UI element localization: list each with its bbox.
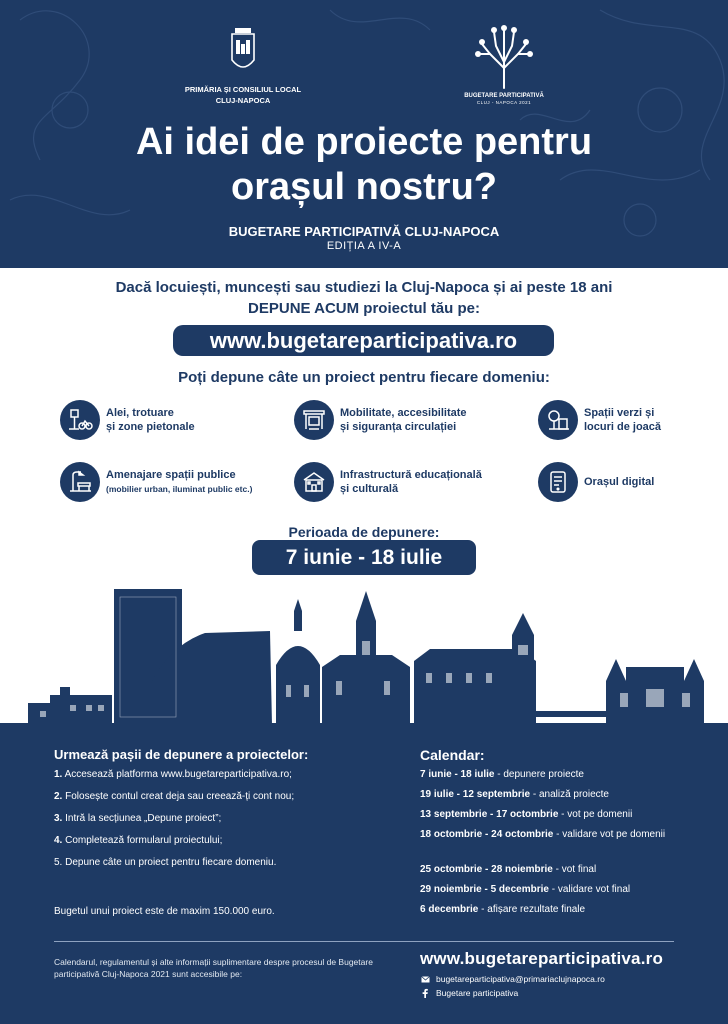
- calendar-item: 25 octombrie - 28 noiembrie - vot final: [420, 864, 597, 875]
- footer-divider: [54, 941, 674, 942]
- city-skyline-illustration: [0, 585, 728, 725]
- submission-period-label: Perioada de depunere:: [288, 524, 440, 540]
- bench-bike-icon: [60, 400, 100, 440]
- main-title: Ai idei de proiecte pentru orașul nostru?: [135, 121, 593, 208]
- domain-item-pathways: [60, 400, 195, 440]
- email-contact[interactable]: [420, 974, 605, 984]
- eligibility-text: Dacă locuiești, muncești sau studiezi la Cluj-Napoca și ai peste 18 ani: [115, 279, 613, 296]
- campaign-subtitle: BUGETARE PARTICIPATIVĂ CLUJ-NAPOCA: [228, 224, 500, 239]
- domains-title: Poți depune câte un proiect pentru fiecare domeniu:: [178, 369, 550, 386]
- step-item: 3. Intră la secțiunea „Depune proiect”;: [54, 813, 222, 824]
- domain-item-green-spaces: [538, 400, 661, 440]
- domain-label: Amenajare spații publice (mobilier urban, iluminat public etc.): [106, 469, 253, 494]
- call-to-action: [0, 300, 728, 317]
- cta-rest: proiectul tău pe:: [359, 300, 480, 317]
- website-link[interactable]: www.bugetareparticipativa.ro: [173, 325, 554, 356]
- steps-title: Urmează pașii de depunere a proiectelor:: [54, 747, 309, 762]
- tablet-icon: [538, 462, 578, 502]
- city-crest-icon: [226, 26, 260, 80]
- info-note: Calendarul, regulamentul și alte informații suplimentare despre procesul de Bugetare participativă Cluj-Napoca 2021 sunt accesibile pe:: [54, 957, 373, 979]
- tree-icon: [538, 400, 578, 440]
- email-address: bugetareparticipativa@primariaclujnapoca.ro: [436, 974, 605, 984]
- cta-strong: DEPUNE ACUM: [248, 300, 360, 317]
- calendar-item: 18 octombrie - 24 octombrie - validare vot pe domenii: [420, 829, 666, 840]
- school-icon: [294, 462, 334, 502]
- domain-label: Orașul digital: [584, 476, 655, 488]
- footer-panel: [0, 723, 728, 1024]
- step-item: 4. Completează formularul proiectului;: [54, 835, 223, 846]
- facebook-page-name: Bugetare participativa: [436, 988, 519, 998]
- footer-website-link[interactable]: www.bugetareparticipativa.ro: [420, 949, 664, 968]
- facebook-contact[interactable]: [420, 988, 518, 998]
- calendar-item: 29 noiembrie - 5 decembrie - validare vot final: [420, 884, 631, 895]
- logo-title: BUGETARE PARTICIPATIVĂ: [464, 93, 544, 99]
- logo-subtitle: CLUJ - NAPOCA 2021: [476, 100, 532, 105]
- domain-item-mobility: [294, 400, 467, 440]
- domain-label: Infrastructură educațională și culturală: [340, 469, 482, 495]
- calendar-item: 19 iulie - 12 septembrie - analiză proiecte: [420, 789, 609, 800]
- domain-label: Mobilitate, accesibilitate și siguranța circulației: [340, 407, 467, 433]
- calendar-item: 6 decembrie - afișare rezultate finale: [420, 904, 586, 915]
- calendar-item: 7 iunie - 18 iulie - depunere proiecte: [420, 769, 584, 780]
- bus-stop-icon: [294, 400, 334, 440]
- domain-item-digital-city: [538, 462, 654, 502]
- street-lamp-icon: [60, 462, 100, 502]
- step-item: 2. Folosește contul creat deja sau creează-ți cont nou;: [54, 791, 295, 802]
- header-banner: [0, 0, 728, 268]
- domain-item-public-spaces: [60, 462, 252, 502]
- domain-label: Alei, trotuare și zone pietonale: [106, 407, 195, 433]
- domain-item-infrastructure: [294, 462, 482, 502]
- facebook-icon: [420, 988, 430, 998]
- envelope-icon: [420, 976, 430, 983]
- edition-label: EDIȚIA A IV-A: [326, 240, 402, 252]
- step-item: 1. Accesează platforma www.bugetareparticipativa.ro;: [54, 769, 292, 780]
- domain-label: Spații verzi și locuri de joacă: [584, 407, 662, 433]
- participatory-budget-tree-logo: [474, 24, 534, 90]
- submission-period-dates: 7 iunie - 18 iulie: [252, 540, 476, 575]
- step-item: 5. Depune câte un proiect pentru fiecare domeniu.: [54, 857, 277, 868]
- calendar-item: 13 septembrie - 17 octombrie - vot pe domenii: [420, 809, 633, 820]
- organization-name: PRIMĂRIA ȘI CONSILIUL LOCAL CLUJ-NAPOCA: [184, 85, 302, 105]
- budget-limit-text: Bugetul unui proiect este de maxim 150.000 euro.: [54, 906, 275, 917]
- calendar-title: Calendar:: [420, 747, 485, 763]
